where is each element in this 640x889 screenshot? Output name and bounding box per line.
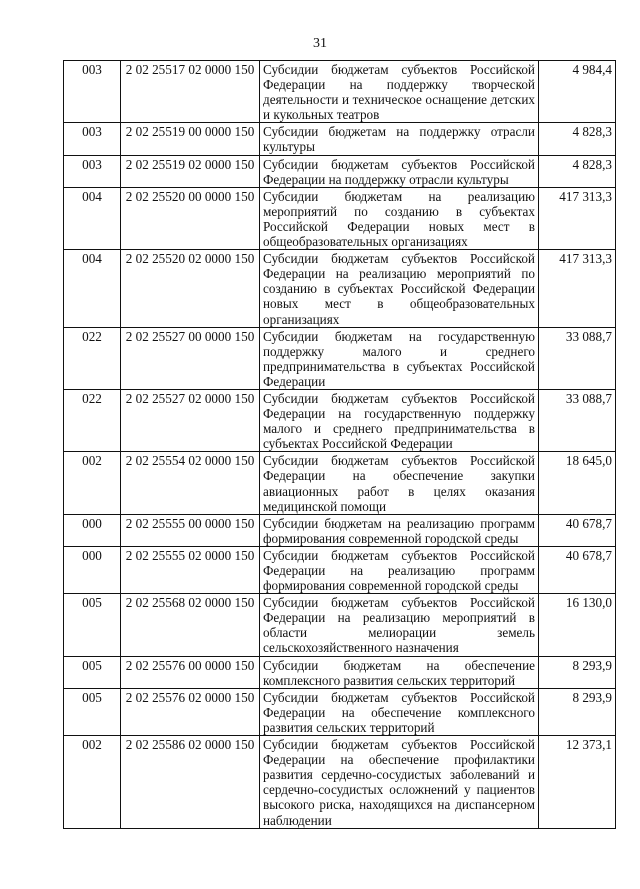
admin-code: 000 [64, 514, 121, 546]
table-row [64, 389, 616, 451]
table-row [64, 187, 616, 249]
revenue-name: Субсидии бюджетам субъектов Российской Федерации на реализацию программ формирования современной городской среды [260, 546, 539, 593]
amount: 18 645,0 [539, 452, 616, 514]
admin-code: 005 [64, 656, 121, 688]
admin-code: 005 [64, 688, 121, 735]
classification-code: 2 02 25554 02 0000 150 [121, 452, 260, 514]
revenue-name: Субсидии бюджетам субъектов Российской Федерации на реализацию мероприятий по созданию в субъектах Российской Федерации новых мест в общеобразовательных организациях [260, 250, 539, 327]
admin-code: 003 [64, 123, 121, 155]
table-row [64, 656, 616, 688]
admin-code: 000 [64, 546, 121, 593]
revenue-name: Субсидии бюджетам субъектов Российской Федерации на обеспечение закупки авиационных работ в целях оказания медицинской помощи [260, 452, 539, 514]
admin-code: 002 [64, 452, 121, 514]
table-row [64, 155, 616, 187]
amount: 8 293,9 [539, 656, 616, 688]
table-row [64, 546, 616, 593]
revenue-name: Субсидии бюджетам субъектов Российской Федерации на обеспечение профилактики развития сердечно-сосудистых заболеваний и сердечно-сосудистых осложнений у пациентов высокого риска, находящихся на диспансерном наблюдении [260, 736, 539, 829]
table-row [64, 594, 616, 656]
revenue-name: Субсидии бюджетам субъектов Российской Федерации на поддержку творческой деятельности и техническое оснащение детских и кукольных театров [260, 61, 539, 123]
table-row [64, 123, 616, 155]
admin-code: 022 [64, 389, 121, 451]
amount: 4 828,3 [539, 123, 616, 155]
amount: 4 984,4 [539, 61, 616, 123]
classification-code: 2 02 25586 02 0000 150 [121, 736, 260, 829]
table-row [64, 688, 616, 735]
table-row [64, 327, 616, 389]
amount: 40 678,7 [539, 546, 616, 593]
table-row [64, 514, 616, 546]
revenue-name: Субсидии бюджетам субъектов Российской Федерации на реализацию мероприятий в области мелиорации земель сельскохозяйственного назначения [260, 594, 539, 656]
amount: 8 293,9 [539, 688, 616, 735]
amount: 33 088,7 [539, 327, 616, 389]
amount: 417 313,3 [539, 250, 616, 327]
classification-code: 2 02 25527 02 0000 150 [121, 389, 260, 451]
table-row [64, 452, 616, 514]
admin-code: 003 [64, 61, 121, 123]
revenue-name: Субсидии бюджетам на обеспечение комплексного развития сельских территорий [260, 656, 539, 688]
classification-code: 2 02 25576 02 0000 150 [121, 688, 260, 735]
classification-code: 2 02 25555 00 0000 150 [121, 514, 260, 546]
budget-table [63, 60, 616, 829]
classification-code: 2 02 25520 02 0000 150 [121, 250, 260, 327]
admin-code: 022 [64, 327, 121, 389]
revenue-name: Субсидии бюджетам на реализацию мероприятий по созданию в субъектах Российской Федерации новых мест в общеобразовательных организациях [260, 187, 539, 249]
admin-code: 003 [64, 155, 121, 187]
revenue-name: Субсидии бюджетам субъектов Российской Федерации на государственную поддержку малого и среднего предпринимательства в субъектах Российской Федерации [260, 389, 539, 451]
amount: 33 088,7 [539, 389, 616, 451]
classification-code: 2 02 25527 00 0000 150 [121, 327, 260, 389]
classification-code: 2 02 25519 00 0000 150 [121, 123, 260, 155]
classification-code: 2 02 25517 02 0000 150 [121, 61, 260, 123]
revenue-name: Субсидии бюджетам субъектов Российской Федерации на поддержку отрасли культуры [260, 155, 539, 187]
amount: 417 313,3 [539, 187, 616, 249]
classification-code: 2 02 25576 00 0000 150 [121, 656, 260, 688]
classification-code: 2 02 25520 00 0000 150 [121, 187, 260, 249]
amount: 40 678,7 [539, 514, 616, 546]
classification-code: 2 02 25519 02 0000 150 [121, 155, 260, 187]
admin-code: 004 [64, 250, 121, 327]
table-row [64, 736, 616, 829]
revenue-name: Субсидии бюджетам на поддержку отрасли культуры [260, 123, 539, 155]
table-row [64, 61, 616, 123]
amount: 12 373,1 [539, 736, 616, 829]
admin-code: 002 [64, 736, 121, 829]
table-row [64, 250, 616, 327]
amount: 16 130,0 [539, 594, 616, 656]
admin-code: 004 [64, 187, 121, 249]
revenue-name: Субсидии бюджетам на государственную поддержку малого и среднего предпринимательства в субъектах Российской Федерации [260, 327, 539, 389]
classification-code: 2 02 25568 02 0000 150 [121, 594, 260, 656]
classification-code: 2 02 25555 02 0000 150 [121, 546, 260, 593]
page-number: 31 [313, 36, 327, 51]
admin-code: 005 [64, 594, 121, 656]
revenue-name: Субсидии бюджетам субъектов Российской Федерации на обеспечение комплексного развития сельских территорий [260, 688, 539, 735]
amount: 4 828,3 [539, 155, 616, 187]
revenue-name: Субсидии бюджетам на реализацию программ формирования современной городской среды [260, 514, 539, 546]
